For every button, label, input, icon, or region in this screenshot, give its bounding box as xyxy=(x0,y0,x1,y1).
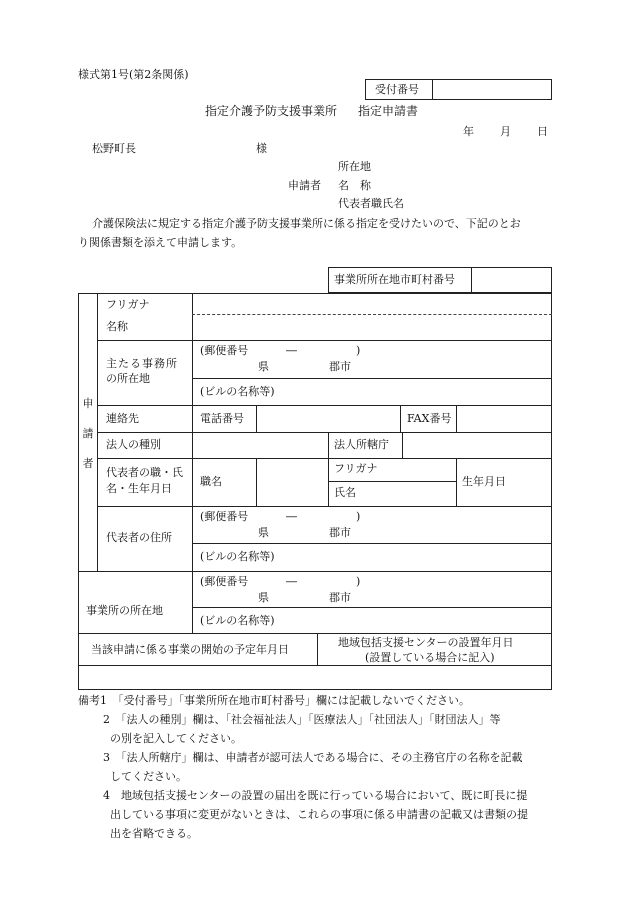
rep-address-dash: ― xyxy=(286,510,297,523)
applicant-vertical-2: 請 xyxy=(82,427,94,440)
furigana-label: フリガナ xyxy=(106,298,150,311)
form-number: 様式第1号(第2条関係) xyxy=(78,68,189,81)
receipt-number-label: 受付番号 xyxy=(375,83,419,96)
rep-info-label-1: 代表者の職・氏 xyxy=(106,466,183,479)
center-date-label-2: (設置している場合に記入) xyxy=(365,651,495,664)
note-2b: の別を記入してください。 xyxy=(110,732,242,745)
main-office-dash: ― xyxy=(286,344,297,357)
applicant-vertical-1: 申 xyxy=(82,397,94,410)
office-number-label: 事業所所在地市町村番号 xyxy=(334,273,455,286)
document-title-part1: 指定介護予防支援事業所 xyxy=(205,104,338,118)
date-month: 月 xyxy=(500,125,511,138)
office-location-label: 事業所の所在地 xyxy=(86,604,163,617)
main-office-pref: 県 xyxy=(258,360,269,373)
birthdate-label: 生年月日 xyxy=(462,475,506,488)
rep-address-building: (ビルの名称等) xyxy=(200,550,275,563)
corp-type-label: 法人の種別 xyxy=(106,438,161,451)
body-text-line1: 介護保険法に規定する指定介護予防支援事業所に係る指定を受けたいので、下記のとお xyxy=(92,217,521,230)
note-4b: 出している事項に変更がないときは、これらの事項に係る申請書の記載又は書類の提 xyxy=(110,808,528,821)
note-2a: 2 「法人の種別」欄は、「社会福祉法人」「医療法人」「社団法人」「財団法人」等 xyxy=(103,713,501,726)
rep-address-postal: (郵便番号 xyxy=(200,510,249,523)
office-paren: ) xyxy=(356,575,361,588)
main-office-postal: (郵便番号 xyxy=(200,344,249,357)
main-office-building: (ビルの名称等) xyxy=(200,385,275,398)
fax-label: FAX番号 xyxy=(407,412,452,425)
note-1: 備考1 「受付番号」「事業所所在地市町村番号」欄には記載しないでください。 xyxy=(78,694,470,707)
main-office-label-2: の所在地 xyxy=(106,372,150,385)
applicant-address-label: 所在地 xyxy=(338,160,371,173)
rep-address-label: 代表者の住所 xyxy=(106,531,172,544)
body-text-line2: り関係書類を添えて申請します。 xyxy=(78,236,243,249)
name-label: 名称 xyxy=(106,320,128,333)
representative-label: 代表者職氏名 xyxy=(338,197,404,210)
note-3a: 3 「法人所轄庁」欄は、申請者が認可法人である場合に、その主務官庁の名称を記載 xyxy=(103,751,523,764)
date-day: 日 xyxy=(537,125,548,138)
corp-authority-label: 法人所轄庁 xyxy=(334,438,389,451)
contact-label: 連絡先 xyxy=(106,412,139,425)
phone-label: 電話番号 xyxy=(200,412,244,425)
main-office-city: 郡市 xyxy=(329,360,351,373)
note-4a: 4 地域包括支援センターの設置の届出を既に行っている場合において、既に町長に提 xyxy=(103,789,528,802)
main-office-label-1: 主たる事務所 xyxy=(106,357,178,370)
applicant-name-label: 名 称 xyxy=(338,179,371,192)
addressee: 松野町長 xyxy=(92,142,136,155)
position-label: 職名 xyxy=(200,475,222,488)
note-4c: 出を省略できる。 xyxy=(110,827,198,840)
rep-name-label: 氏名 xyxy=(334,486,356,499)
office-dash: ― xyxy=(286,575,297,588)
rep-address-pref: 県 xyxy=(258,526,269,539)
office-building: (ビルの名称等) xyxy=(200,614,275,627)
office-pref: 県 xyxy=(258,591,269,604)
applicant-label: 申請者 xyxy=(288,179,321,192)
center-date-label-1: 地域包括支援センターの設置年月日 xyxy=(338,636,514,649)
rep-furigana-label: フリガナ xyxy=(334,462,378,475)
office-postal: (郵便番号 xyxy=(200,575,249,588)
honorific: 様 xyxy=(256,142,267,155)
rep-address-paren: ) xyxy=(356,510,361,523)
office-city: 郡市 xyxy=(329,591,351,604)
rep-address-city: 郡市 xyxy=(329,526,351,539)
applicant-vertical-3: 者 xyxy=(82,457,94,470)
start-date-label: 当該申請に係る事業の開始の予定年月日 xyxy=(91,643,289,656)
main-office-paren: ) xyxy=(356,344,361,357)
note-3b: してください。 xyxy=(110,770,187,783)
date-year: 年 xyxy=(463,125,474,138)
document-title-part2: 指定申請書 xyxy=(358,104,419,118)
rep-info-label-2: 名・生年月日 xyxy=(106,482,172,495)
